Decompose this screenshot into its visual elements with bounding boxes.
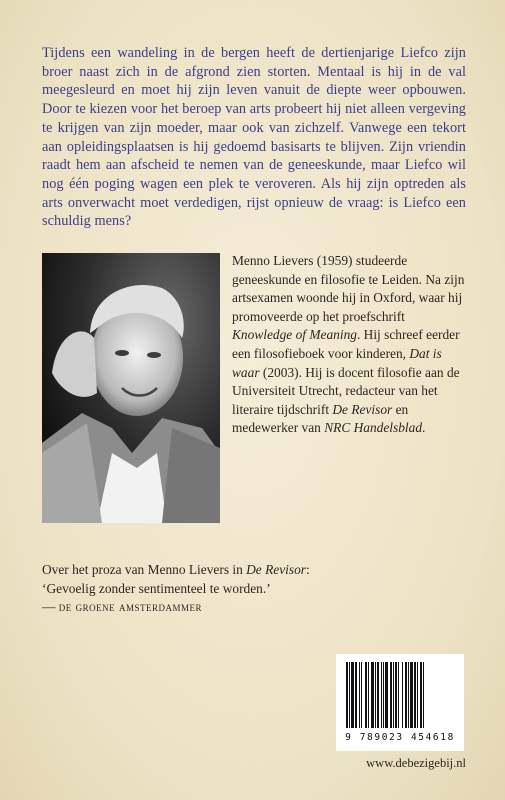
author-bio-text: Menno Lievers (1959) studeerde geneeskunde en filosofie te Leiden. Na zijn artsexamen woonde hij in Oxford, waar hij promoveerde op het proefschrift Knowledge of Meaning. Hij schreef eerder een filosofieboek voor kinderen, Dat is waar (2003). Hij is docent filosofie aan de Universiteit Utrecht, redacteur van het literaire tijdschrift De Revisor en medewerker van NRC Handelsblad. [232, 253, 465, 436]
barcode-bar [365, 662, 367, 728]
back-cover-blurb [42, 44, 466, 231]
barcode-bar [414, 662, 416, 728]
review-quote [42, 561, 402, 617]
barcode-bar [361, 662, 362, 728]
journal-title: De Revisor [332, 401, 393, 417]
barcode-bar [368, 662, 369, 728]
publisher-url: www.debezigebij.nl [366, 756, 466, 770]
barcode-bar [349, 662, 350, 728]
isbn-number: 9 789023 454618 [345, 732, 455, 743]
isbn-barcode [336, 654, 464, 751]
thesis-title: Knowledge of Meaning [232, 327, 357, 343]
barcode-bar [381, 662, 382, 728]
author-bio [232, 252, 466, 438]
barcode-bar [383, 662, 384, 728]
barcode-bar [395, 662, 397, 728]
barcode-bar [385, 662, 388, 728]
barcode-bar [398, 662, 399, 728]
author-photo [42, 253, 220, 523]
barcode-bar [377, 662, 379, 728]
barcode-bar [351, 662, 354, 728]
barcode-bar [420, 662, 422, 728]
barcode-bar [355, 662, 357, 728]
barcode-bar [417, 662, 418, 728]
barcode-bar [405, 662, 407, 728]
book-title: Dat is waar [232, 345, 442, 380]
barcode-bar [359, 662, 360, 728]
review-source: — de groene amsterdammer [42, 599, 202, 615]
barcode-bar [402, 662, 403, 728]
barcode-bar [393, 662, 394, 728]
barcode-bar [410, 662, 413, 728]
review-intro: Over het proza van Menno Lievers in De Revisor: [42, 562, 310, 577]
barcode-bar [371, 662, 374, 728]
barcode-bar [375, 662, 376, 728]
barcode-bar [346, 662, 348, 728]
review-quote-text: ‘Gevoelig zonder sentimenteel te worden.’ [42, 580, 271, 596]
barcode-bar [423, 662, 424, 728]
review-intro-source: De Revisor [246, 562, 307, 577]
blurb-text: Tijdens een wandeling in de bergen heeft de dertienjarige Liefco zijn broer naast zich in de afgrond zien storten. Mentaal is hij in de val meegesleurd en moet hij zijn leven vanuit de diepte weer opbouwen. Door te kiezen voor het beroep van arts probeert hij niet alleen vergeving te krijgen van zijn moeder, maar ook van zichzelf. Vanwege een tekort aan opleidingsplaatsen is hij gedoemd basisarts te blijven. Zijn vriendin raadt hem aan afscheid te nemen van de geneeskunde, maar Liefco wil nog één poging wagen een plek te veroveren. Als hij zijn optreden als arts onverwacht moet verdedigen, rijst opnieuw de vraag: is Liefco een schuldig mens? [42, 45, 466, 230]
barcode-bar [408, 662, 409, 728]
newspaper-title: NRC Handelsblad [324, 420, 423, 436]
barcode-bar [390, 662, 392, 728]
